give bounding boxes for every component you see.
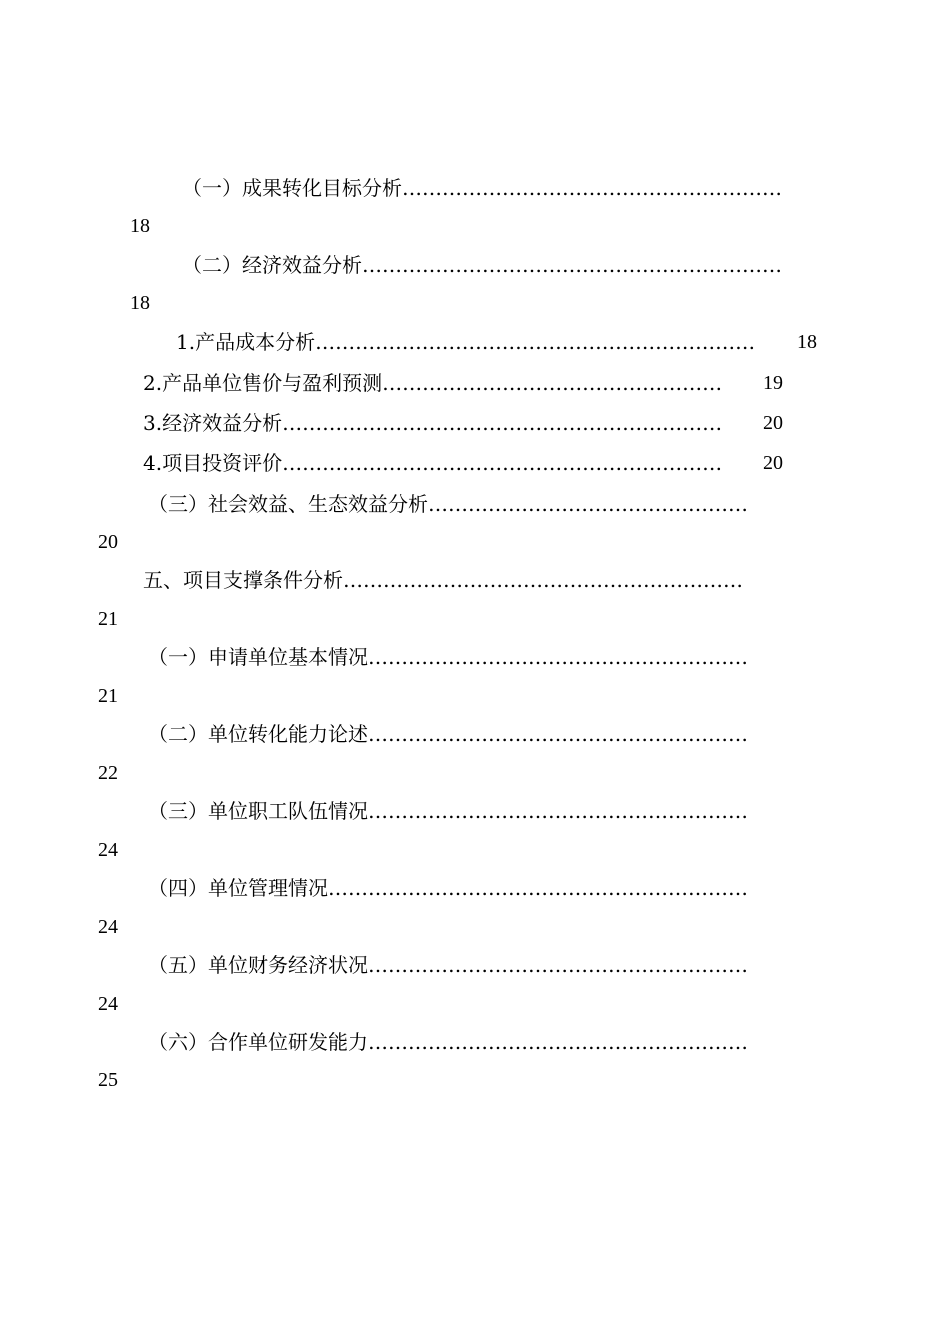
toc-entry-text: （五）单位财务经济状况 bbox=[148, 953, 368, 977]
toc-page-number: 21 bbox=[98, 608, 118, 630]
toc-entry-title[interactable] bbox=[148, 953, 788, 977]
toc-leader-dots: ………………………………………………… bbox=[368, 799, 748, 823]
toc-entry-title[interactable] bbox=[148, 876, 788, 900]
toc-entry-title[interactable] bbox=[143, 371, 762, 395]
toc-entry-text: （三）社会效益、生态效益分析 bbox=[148, 492, 428, 516]
toc-leader-dots: ………………………………………………………… bbox=[315, 330, 756, 354]
toc-entry-text: （二）经济效益分析 bbox=[182, 253, 362, 277]
toc-entry-title[interactable] bbox=[143, 568, 788, 592]
toc-leader-dots: ………………………………………………………… bbox=[282, 451, 723, 475]
toc-page-number: 24 bbox=[98, 993, 118, 1015]
toc-entry-title[interactable] bbox=[148, 722, 788, 746]
toc-page-number: 18 bbox=[130, 215, 150, 237]
toc-leader-dots: ………………………………………………… bbox=[368, 722, 748, 746]
toc-entry-text: （四）单位管理情况 bbox=[148, 876, 328, 900]
toc-leader-dots: …………………………………………………… bbox=[343, 568, 743, 592]
toc-entry-text: 五、项目支撑条件分析 bbox=[143, 568, 343, 592]
toc-page-number: 19 bbox=[763, 372, 783, 394]
toc-entry-title[interactable] bbox=[148, 645, 788, 669]
toc-entry-title[interactable] bbox=[143, 411, 762, 435]
toc-leader-dots: …………………………………………… bbox=[382, 371, 723, 395]
toc-entry-title[interactable] bbox=[143, 451, 762, 475]
toc-entry-text: 3.经济效益分析 bbox=[143, 411, 283, 435]
toc-leader-dots: ………………………………………… bbox=[428, 492, 748, 516]
toc-page-number: 20 bbox=[763, 412, 783, 434]
toc-entry-title[interactable] bbox=[182, 253, 822, 277]
toc-entry-text: （三）单位职工队伍情况 bbox=[148, 799, 368, 823]
toc-page-number: 20 bbox=[763, 452, 783, 474]
toc-entry-title[interactable] bbox=[148, 492, 788, 516]
toc-entry-title[interactable] bbox=[176, 330, 796, 354]
toc-leader-dots: ………………………………………………………… bbox=[282, 411, 723, 435]
toc-entry-title[interactable] bbox=[148, 799, 788, 823]
toc-entry-text: 2.产品单位售价与盈利预测 bbox=[143, 371, 383, 395]
toc-leader-dots: ……………………………………………………… bbox=[362, 253, 782, 277]
toc-page-number: 20 bbox=[98, 531, 118, 553]
toc-leader-dots: ……………………………………………………… bbox=[328, 876, 748, 900]
toc-entry-text: 4.项目投资评价 bbox=[143, 451, 283, 475]
toc-entry-text: （六）合作单位研发能力 bbox=[148, 1030, 368, 1054]
toc-entry-title[interactable] bbox=[182, 176, 822, 200]
toc-entry-text: （一）成果转化目标分析 bbox=[182, 176, 402, 200]
toc-entry-title[interactable] bbox=[148, 1030, 788, 1054]
toc-page-number: 18 bbox=[797, 331, 817, 353]
toc-entry-text: （一）申请单位基本情况 bbox=[148, 645, 368, 669]
toc-page-number: 22 bbox=[98, 762, 118, 784]
toc-entry-text: （二）单位转化能力论述 bbox=[148, 722, 368, 746]
toc-leader-dots: ………………………………………………… bbox=[402, 176, 782, 200]
toc-page-number: 18 bbox=[130, 292, 150, 314]
toc-leader-dots: ………………………………………………… bbox=[368, 1030, 748, 1054]
toc-page-number: 24 bbox=[98, 839, 118, 861]
toc-entry-text: 1.产品成本分析 bbox=[176, 330, 316, 354]
toc-page-number: 25 bbox=[98, 1069, 118, 1091]
toc-leader-dots: ………………………………………………… bbox=[368, 645, 748, 669]
toc-leader-dots: ………………………………………………… bbox=[368, 953, 748, 977]
toc-page-number: 21 bbox=[98, 685, 118, 707]
toc-page-number: 24 bbox=[98, 916, 118, 938]
